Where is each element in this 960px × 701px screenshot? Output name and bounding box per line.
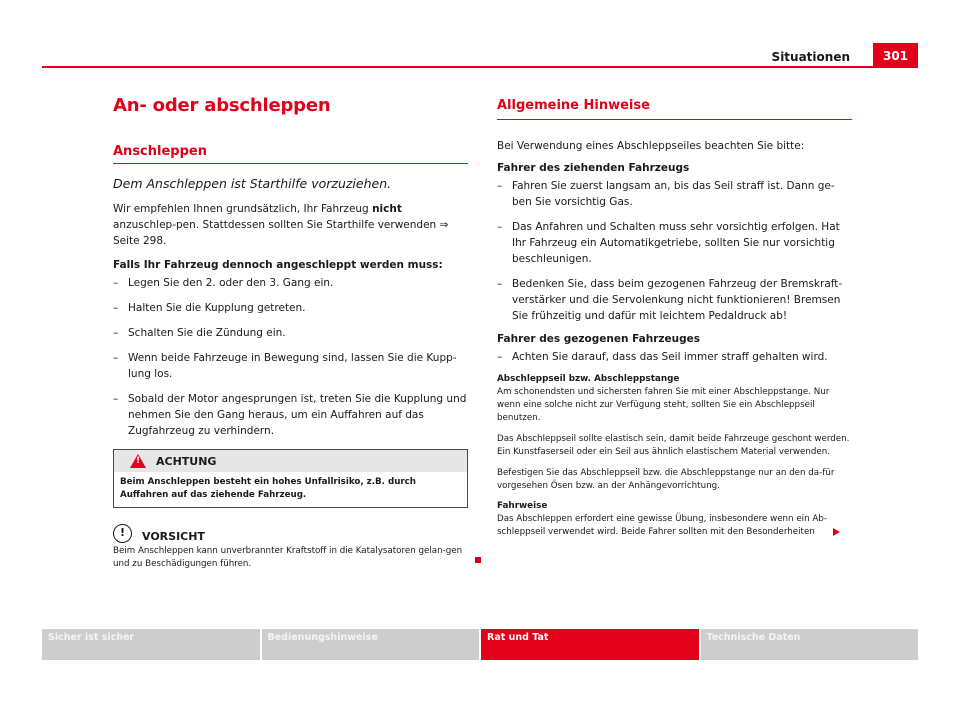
intro-paragraph: Wir empfehlen Ihnen grundsätzlich, Ihr Fahrzeug nicht anzuschlep-pen. Stattdessen sollten Sie Starthilfe verwenden ⇒ Seite 298. <box>113 203 449 247</box>
subheading-fahrweise: Fahrweise <box>497 501 548 511</box>
warning-title: ACHTUNG <box>156 454 217 468</box>
list-item: – Wenn beide Fahrzeuge in Bewegung sind, lassen Sie die Kupp-lung los. <box>113 350 468 382</box>
caution-header <box>113 524 468 543</box>
list-item: – Achten Sie darauf, dass das Seil immer straff gehalten wird. <box>497 349 852 365</box>
chapter-title: An- oder abschleppen <box>113 95 331 116</box>
footer-chapter-nav <box>42 629 918 660</box>
list-item: – Sobald der Motor angesprungen ist, treten Sie die Kupplung und nehmen Sie den Gang heraus, um ein Auffahren auf das Zugfahrzeug zu verhindern. <box>113 391 468 439</box>
steps-list <box>113 275 468 439</box>
section-heading-allgemeine-hinweise: Allgemeine Hinweise <box>497 98 852 120</box>
warning-header <box>114 450 467 472</box>
caution-text: Beim Anschleppen kann unverbrannter Kraftstoff in die Katalysatoren gelan-gen und zu Beschädigungen führen. <box>113 546 463 569</box>
warning-triangle-icon: ! <box>130 454 146 468</box>
intro-paragraph-right: Bei Verwendung eines Abschleppseiles beachten Sie bitte: <box>497 140 805 152</box>
page-number: 301 <box>873 43 918 67</box>
caution-title: VORSICHT <box>142 530 205 543</box>
list-item: – Halten Sie die Kupplung getreten. <box>113 300 468 316</box>
paragraph-abschleppseil-2: Das Abschleppseil sollte elastisch sein, damit beide Fahrzeuge geschont werden. Ein Kunstfaserseil oder ein Seil aus ähnlich elastischem Material verwenden. <box>497 434 850 457</box>
footer-tab-technische-daten[interactable]: Technische Daten <box>701 629 919 660</box>
paragraph-abschleppseil-1: Am schonendsten und sichersten fahren Sie mit einer Abschleppstange. Nur wenn eine solche nicht zur Verfügung steht, sollten Sie ein Abschleppseil benutzen. <box>497 387 830 423</box>
left-column <box>113 95 468 579</box>
running-header-title: Situationen <box>771 50 850 64</box>
section-end-marker-icon <box>475 557 481 563</box>
footer-tab-rat-und-tat[interactable]: Rat und Tat <box>481 629 699 660</box>
lead-sentence: Dem Anschleppen ist Starthilfe vorzuziehen. <box>113 176 392 191</box>
footer-tab-bedienungshinweise[interactable]: Bedienungshinweise <box>262 629 480 660</box>
right-column <box>497 98 852 547</box>
header-rule <box>42 66 918 68</box>
list-item: – Schalten Sie die Zündung ein. <box>113 325 468 341</box>
list-ziehendes-fahrzeug <box>497 178 852 324</box>
exclamation-circle-icon: ! <box>113 524 132 543</box>
section-heading-anschleppen: Anschleppen <box>113 144 468 164</box>
steps-subheading: Falls Ihr Fahrzeug dennoch angeschleppt werden muss: <box>113 259 443 271</box>
list-gezogenes-fahrzeug <box>497 349 852 365</box>
list-item: – Bedenken Sie, dass beim gezogenen Fahrzeug der Bremskraft-verstärker und die Servolenkung nicht funktionieren! Bremsen Sie frühzeitig und dafür mit leichtem Pedaldruck ab! <box>497 276 852 324</box>
paragraph-fahrweise: Das Abschleppen erfordert eine gewisse Übung, insbesondere wenn ein Ab-schleppseil verwendet wird. Beide Fahrer sollten mit den Besonderheiten <box>497 513 852 539</box>
continue-arrow-icon <box>833 528 840 536</box>
list-item: – Legen Sie den 2. oder den 3. Gang ein. <box>113 275 468 291</box>
paragraph-abschleppseil-3: Befestigen Sie das Abschleppseil bzw. die Abschleppstange nur an den da-für vorgesehen Ösen bzw. an der Anhängevorrichtung. <box>497 468 835 491</box>
emphasis-nicht: nicht <box>372 203 402 215</box>
warning-text: Beim Anschleppen besteht ein hohes Unfallrisiko, z.B. durch Auffahren auf das ziehende Fahrzeug. <box>120 477 416 500</box>
caution-note <box>113 524 468 571</box>
list-item: – Fahren Sie zuerst langsam an, bis das Seil straff ist. Dann ge-ben Sie vorsichtig Gas. <box>497 178 852 210</box>
list-item: – Das Anfahren und Schalten muss sehr vorsichtig erfolgen. Hat Ihr Fahrzeug ein Automatikgetriebe, sollten Sie nur vorsichtig beschleunigen. <box>497 219 852 267</box>
subheading-ziehendes-fahrzeug: Fahrer des ziehenden Fahrzeugs <box>497 162 690 174</box>
footer-tab-sicher-ist-sicher[interactable]: Sicher ist sicher <box>42 629 260 660</box>
warning-box <box>113 449 468 508</box>
subheading-gezogenes-fahrzeug: Fahrer des gezogenen Fahrzeuges <box>497 333 701 345</box>
subheading-abschleppseil: Abschleppseil bzw. Abschleppstange <box>497 374 680 384</box>
